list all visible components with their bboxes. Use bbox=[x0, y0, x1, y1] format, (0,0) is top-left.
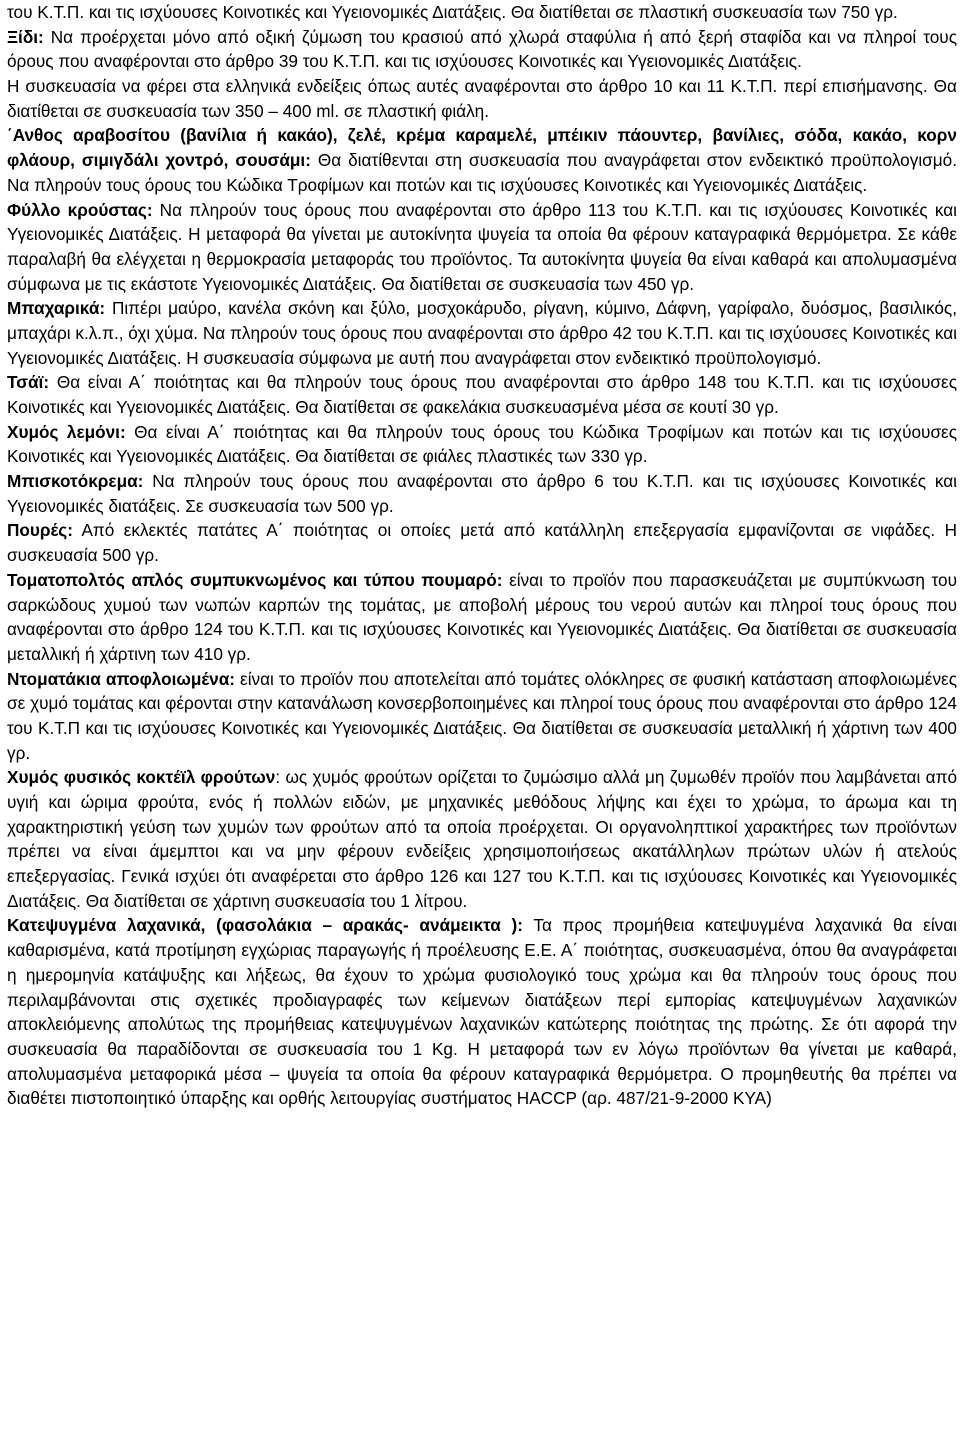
paragraph-text: Θα είναι Α΄ ποιότητας και θα πληρούν τους όρους του Κώδικα Τροφίμων και ποτών και τις ισχύουσες Κοινοτικές και Υγειονομικές Διατάξεις. Θα διατίθεται σε φιάλες πλαστικές των 330 γρ. bbox=[7, 421, 957, 467]
paragraph-text: Θα διατίθενται στη συσκευασία που αναγράφεται στον ενδεικτικό προϋπολογισμό. Να πληρούν τους όρους του Κώδικα Τροφίμων και ποτών και τις ισχύουσες Κοινοτικές και Υγειονομικές Διατάξεις. bbox=[7, 150, 957, 195]
paragraph-tea bbox=[7, 370, 957, 419]
paragraph-text: Από εκλεκτές πατάτες Α΄ ποιότητας οι οποίες μετά από κατάλληλη επεξεργασία εμφανίζονται σε νιφάδες. Η συσκευασία 500 γρ. bbox=[7, 520, 957, 566]
paragraph-spices bbox=[7, 296, 957, 370]
paragraph-text: Να πληρούν τους όρους που αναφέρονται στο άρθρο 6 του Κ.Τ.Π. και τις ισχύουσες Κοινοτικές και Υγειονομικές διατάξεις. Σε συσκευασία των 500 γρ. bbox=[7, 471, 957, 516]
paragraph-label: Ντοματάκια αποφλοιωμένα: bbox=[7, 668, 235, 689]
paragraph-frozen-vegetables bbox=[7, 913, 957, 1111]
paragraph-corn-flour-items bbox=[7, 123, 957, 197]
paragraph-label: Τσάϊ: bbox=[7, 372, 50, 393]
paragraph-text: Τα προς προμήθεια κατεψυγμένα λαχανικά θα είναι καθαρισμένα, κατά προτίμηση εγχώριας παραγωγής ή προέλευσης Ε.Ε. Α΄ ποιότητας, συσκευασμένα, όπου θα αναγράφεται η ημερομηνία κατάψυξης και λήξεως, θα έχουν το χρώμα φυσιολογικό τους χρώμα και θα πληρούν τους όρους που περιλαμβάνονται στις σχετικές προδιαγραφές των κείμενων διατάξεων περί εμπορίας κατεψυγμένων λαχανικών αποκλειόμενης απολύτως της προμήθειας κατεψυγμένων λαχανικών κατώτερης ποιότητας της πρώτης. Σε ότι αφορά την συσκευασία θα παραδίδονται σε συσκευασία του 1 Kg. Η μεταφορά των εν λόγω προϊόντων θα γίνεται με καθαρά, απολυμασμένα μεταφορικά μέσα – ψυγεία τα οποία θα φέρουν καταγραφικά θερμόμετρα. Ο προμηθευτής θα πρέπει να διαθέτει πιστοποιητικό ύπαρξης και ορθής λειτουργίας συστήματος HACCP (αρ. 487/21-9-2000 ΚΥΑ) bbox=[7, 915, 957, 1109]
paragraph-tomato-paste bbox=[7, 568, 957, 667]
paragraph-fruit-juice bbox=[7, 765, 957, 913]
paragraph-mashed-potato bbox=[7, 518, 957, 567]
paragraph-label: Χυμός φυσικός κοκτέϊλ φρούτων bbox=[7, 767, 276, 788]
paragraph-label: Κατεψυγμένα λαχανικά, (φασολάκια – αρακάς- ανάμεικτα ): bbox=[7, 915, 523, 936]
document-page bbox=[7, 0, 957, 1444]
paragraph-pastry-sheets bbox=[7, 198, 957, 297]
paragraph-text: είναι το προϊόν που παρασκευάζεται με συμπύκνωση του σαρκώδους χυμού των νωπών καρπών της τομάτας, με αποβολή μέρους του νερού αυτών και πληροί τους όρους που αναφέρονται στο άρθρο 124 του Κ.Τ.Π. και τις ισχύουσες Κοινοτικές και Υγειονομικές Διατάξεις. Θα διατίθεται σε συσκευασία μεταλλική ή χάρτινη των 410 γρ. bbox=[7, 569, 957, 664]
paragraph-packaging-continuation: του Κ.Τ.Π. και τις ισχύουσες Κοινοτικές και Υγειονομικές Διατάξεις. Θα διατίθεται σε πλαστική συσκευασία των 750 γρ. bbox=[7, 2, 898, 22]
paragraph-text: Να πληρούν τους όρους που αναφέρονται στο άρθρο 113 του Κ.Τ.Π. και τις ισχύουσες Κοινοτικές και Υγειονομικές Διατάξεις. Η μεταφορά θα γίνεται με αυτοκίνητα ψυγεία τα οποία θα φέρουν καταγραφικά θερμόμετρα. Σε κάθε παραλαβή θα ελέγχεται η θερμοκρασία μεταφοράς του προϊόντος. Τα αυτοκίνητα ψυγεία θα είναι καθαρά και απολυμασμένα σύμφωνα με τις εκάστοτε Υγειονομικές Διατάξεις. Θα διατίθεται σε συσκευασία των 450 γρ. bbox=[7, 199, 957, 294]
paragraph-text: Πιπέρι μαύρο, κανέλα σκόνη και ξύλο, μοσχοκάρυδο, ρίγανη, κύμινο, Δάφνη, γαρίφαλο, δυόσμος, βασιλικός, μπαχάρι κ.λ.π., όχι χύμα. Να πληρούν τους όρους που αναφέρονται στο άρθρο 42 του Κ.Τ.Π. και τις ισχύουσες Κοινοτικές και Υγειονομικές Διατάξεις. Η συσκευασία σύμφωνα με αυτή που αναγράφεται στον ενδεικτικό προϋπολογισμό. bbox=[7, 298, 957, 368]
paragraph-label: Τοματοπολτός απλός συμπυκνωμένος και τύπου πουμαρό: bbox=[7, 569, 503, 590]
paragraph-label: Φύλλο κρούστας: bbox=[7, 199, 153, 220]
paragraph-label: Μπισκοτόκρεμα: bbox=[7, 471, 144, 492]
paragraph-text: Να προέρχεται μόνο από οξική ζύμωση του κρασιού από χλωρά σταφύλια ή από ξερή σταφίδα και να πληροί τους όρους που αναφέρονται στο άρθρο 39 του Κ.Τ.Π. και τις ισχύουσες Κοινοτικές και Υγειονομικές Διατάξεις. bbox=[7, 26, 957, 72]
paragraph-text: είναι το προϊόν που αποτελείται από τομάτες ολόκληρες σε φυσική κατάσταση αποφλοιωμένες σε χυμό τομάτας και φέρονται στην κατανάλωση κονσερβοποιημένες και πληροί τους όρους που αναφέρονται στο άρθρο 124 του Κ.Τ.Π και τις ισχύουσες Κοινοτικές και Υγειονομικές Διατάξεις. Θα διατίθεται σε συσκευασία μεταλλική ή χάρτινη των 400 γρ. bbox=[7, 668, 957, 763]
paragraph-label: Πουρές: bbox=[7, 520, 73, 541]
paragraph-labeling bbox=[7, 74, 957, 123]
paragraph-biscuit-cream bbox=[7, 469, 957, 518]
paragraph-text: Η συσκευασία να φέρει στα ελληνικά ενδείξεις όπως αυτές αναφέρονται στο άρθρο 10 και 11 Κ.Τ.Π. περί επισήμανσης. Θα διατίθεται σε συσκευασία των 350 – 400 ml. σε πλαστική φιάλη. bbox=[7, 76, 957, 121]
paragraph-peeled-tomatoes bbox=[7, 667, 957, 766]
paragraph-lemon-juice bbox=[7, 420, 957, 469]
paragraph-text: Θα είναι Α΄ ποιότητας και θα πληρούν τους όρους που αναφέρονται στο άρθρο 148 του Κ.Τ.Π. και τις ισχύουσες Κοινοτικές και Υγειονομικές Διατάξεις. Θα διατίθεται σε φακελάκια συσκευασμένα μέσα σε κουτί 30 γρ. bbox=[7, 372, 957, 417]
paragraph-text: : ως χυμός φρούτων ορίζεται το ζυμώσιμο αλλά μη ζυμωθέν προϊόν που λαμβάνεται από υγιή και ώριμα φρούτα, ενός ή πολλών ειδών, με μηχανικές μεθόδους λήψης και έχει το χρώμα, το άρωμα και τη χαρακτηριστική γεύση των χυμών των φρούτων από τα οποία προέρχεται. Οι οργανοληπτικοί χαρακτήρες των προϊόντων πρέπει να είναι άμεμπτοι και να μην φέρουν ενδείξεις χρησιμοποιήσεως ακατάλληλων πρώτων υλών ή ατελούς επεξεργασίας. Γενικά ισχύει ότι αναφέρεται στο άρθρο 126 και 127 του Κ.Τ.Π. και τις ισχύουσες Κοινοτικές και Υγειονομικές Διατάξεις. Θα διατίθεται σε χάρτινη συσκευασία του 1 λίτρου. bbox=[7, 767, 958, 911]
paragraph-label: Χυμός λεμόνι: bbox=[7, 421, 126, 442]
paragraph-label: ΄Ανθος αραβοσίτου (βανίλια ή κακάο), ζελέ, κρέμα καραμελέ, μπέικιν πάουντερ, βανίλιες, σόδα, κακάο, κορν φλάουρ, σιμιγδάλι χοντρό, σουσάμι: bbox=[7, 125, 957, 171]
paragraph-label: Μπαχαρικά: bbox=[7, 298, 106, 319]
paragraph-vinegar bbox=[7, 25, 957, 74]
paragraph-label: Ξίδι: bbox=[7, 26, 44, 47]
